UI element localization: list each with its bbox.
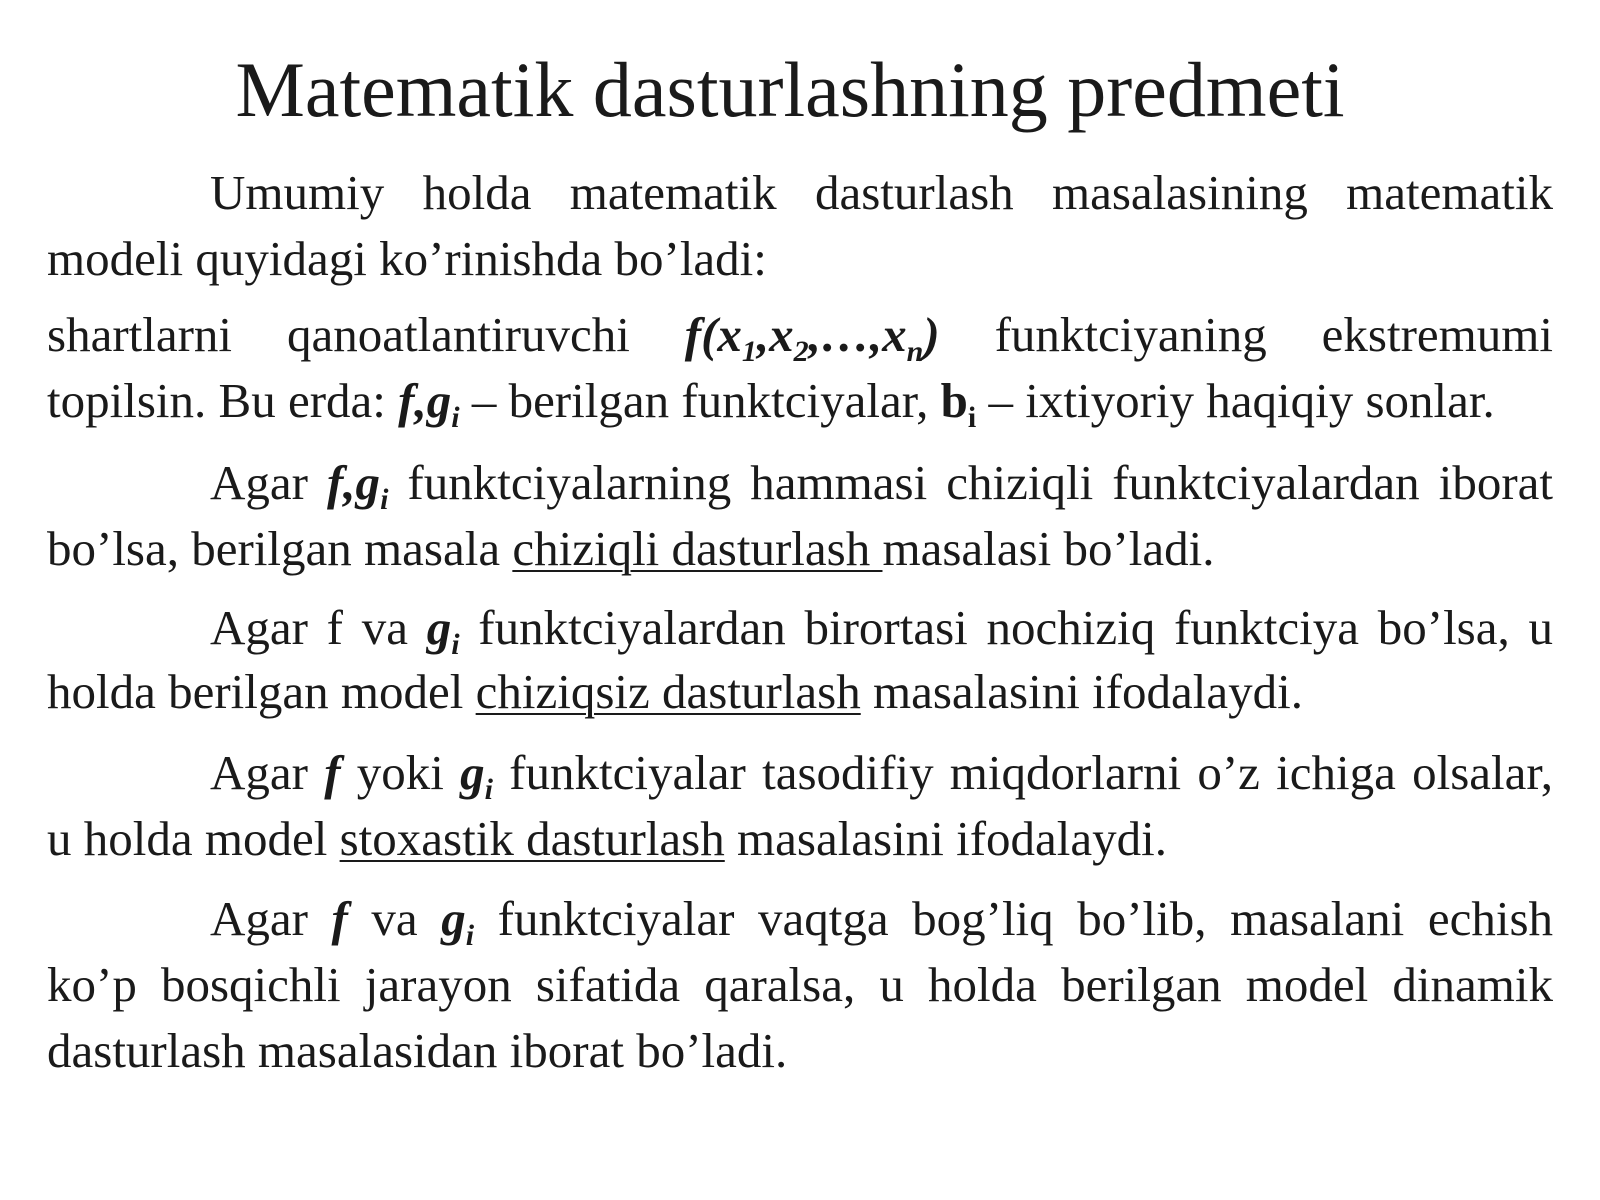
b-subscript: i <box>967 401 977 434</box>
subscript-i: i <box>451 628 460 661</box>
conditions-text-3: – berilgan funktciyalar, <box>459 373 941 428</box>
symbol-f: f <box>331 891 348 946</box>
paragraph-dynamic <box>47 886 1553 1084</box>
stochastic-text-1: Agar <box>210 745 325 800</box>
paragraph-conditions <box>47 302 1553 434</box>
func-dots: ,…,x <box>808 307 907 362</box>
symbol-f: f <box>324 745 341 800</box>
intro-text: Umumiy holda matematik dasturlash masalasining matematik modeli quyidagi ko’rinishda bo’ladi: <box>47 165 1553 286</box>
dynamic-text-2: va <box>347 891 442 946</box>
stochastic-text-4: masalasini ifodalaydi. <box>724 811 1168 866</box>
symbol-g <box>426 600 460 661</box>
subscript-2: 2 <box>793 335 809 368</box>
subscript-i: i <box>465 919 475 952</box>
conditions-text-2: funktciyaning ekstremumi topilsin. Bu erda: <box>47 307 1553 428</box>
term-linear-programming: chiziqli dasturlash <box>512 521 883 576</box>
paragraph-linear <box>47 450 1553 582</box>
nonlinear-text-2: funktciyalardan birortasi nochiziq funktciya bo’lsa, u holda berilgan model <box>47 600 1553 719</box>
linear-text-1: Agar <box>210 455 327 510</box>
slide-body <box>47 160 1553 1084</box>
objective-function <box>684 307 940 368</box>
dynamic-text-3: funktciyalar vaqtga bog’liq bo’lib, masalani echish ko’p bosqichli jarayon sifatida qaralsa, u holda berilgan model dinamik dasturlash masalasidan iborat bo’ladi. <box>47 891 1554 1078</box>
subscript-1: 1 <box>741 335 757 368</box>
linear-text-3: masalasi bo’ladi. <box>882 521 1215 576</box>
func-close: ) <box>923 307 940 362</box>
paragraph-intro <box>47 160 1553 292</box>
subscript-i: i <box>484 773 493 806</box>
fg-text: f,g <box>398 373 452 428</box>
conditions-text-1: shartlarni qanoatlantiruvchi <box>47 307 685 362</box>
paragraph-nonlinear <box>47 596 1553 724</box>
conditions-text-4: – ixtiyoriy haqiqiy sonlar. <box>976 373 1495 428</box>
subscript-i: i <box>451 401 460 434</box>
term-stochastic-programming: stoxastik dasturlash <box>339 811 725 866</box>
func-comma: ,x <box>756 307 794 362</box>
fg-text: f,g <box>326 455 381 510</box>
g-text: g <box>460 745 485 800</box>
g-text: g <box>426 600 452 655</box>
slide-title: Matematik dasturlashning predmeti <box>235 46 1345 133</box>
symbol-g <box>441 891 475 952</box>
nonlinear-text-1: Agar f va <box>210 600 427 655</box>
linear-text-2: funktciyalarning hammasi chiziqli funktciyalardan iborat bo’lsa, berilgan masala <box>47 455 1553 576</box>
g-text: g <box>441 891 466 946</box>
symbol-g <box>460 745 493 806</box>
subscript-n: n <box>906 335 924 368</box>
b-text: b <box>940 373 968 428</box>
nonlinear-text-3: masalasini ifodalaydi. <box>860 664 1303 719</box>
symbol-b <box>940 373 977 434</box>
dynamic-text-1: Agar <box>210 891 332 946</box>
term-nonlinear-programming: chiziqsiz dasturlash <box>475 664 861 719</box>
subscript-i: i <box>380 483 389 516</box>
paragraph-stochastic <box>47 740 1553 872</box>
stochastic-text-2: yoki <box>340 745 461 800</box>
symbol-fg <box>326 455 389 516</box>
func-open: f(x <box>684 307 742 362</box>
stochastic-text-3: funktciyalar tasodifiy miqdorlarni o’z ichiga olsalar, u holda model <box>47 745 1553 866</box>
symbol-fg <box>398 373 460 434</box>
